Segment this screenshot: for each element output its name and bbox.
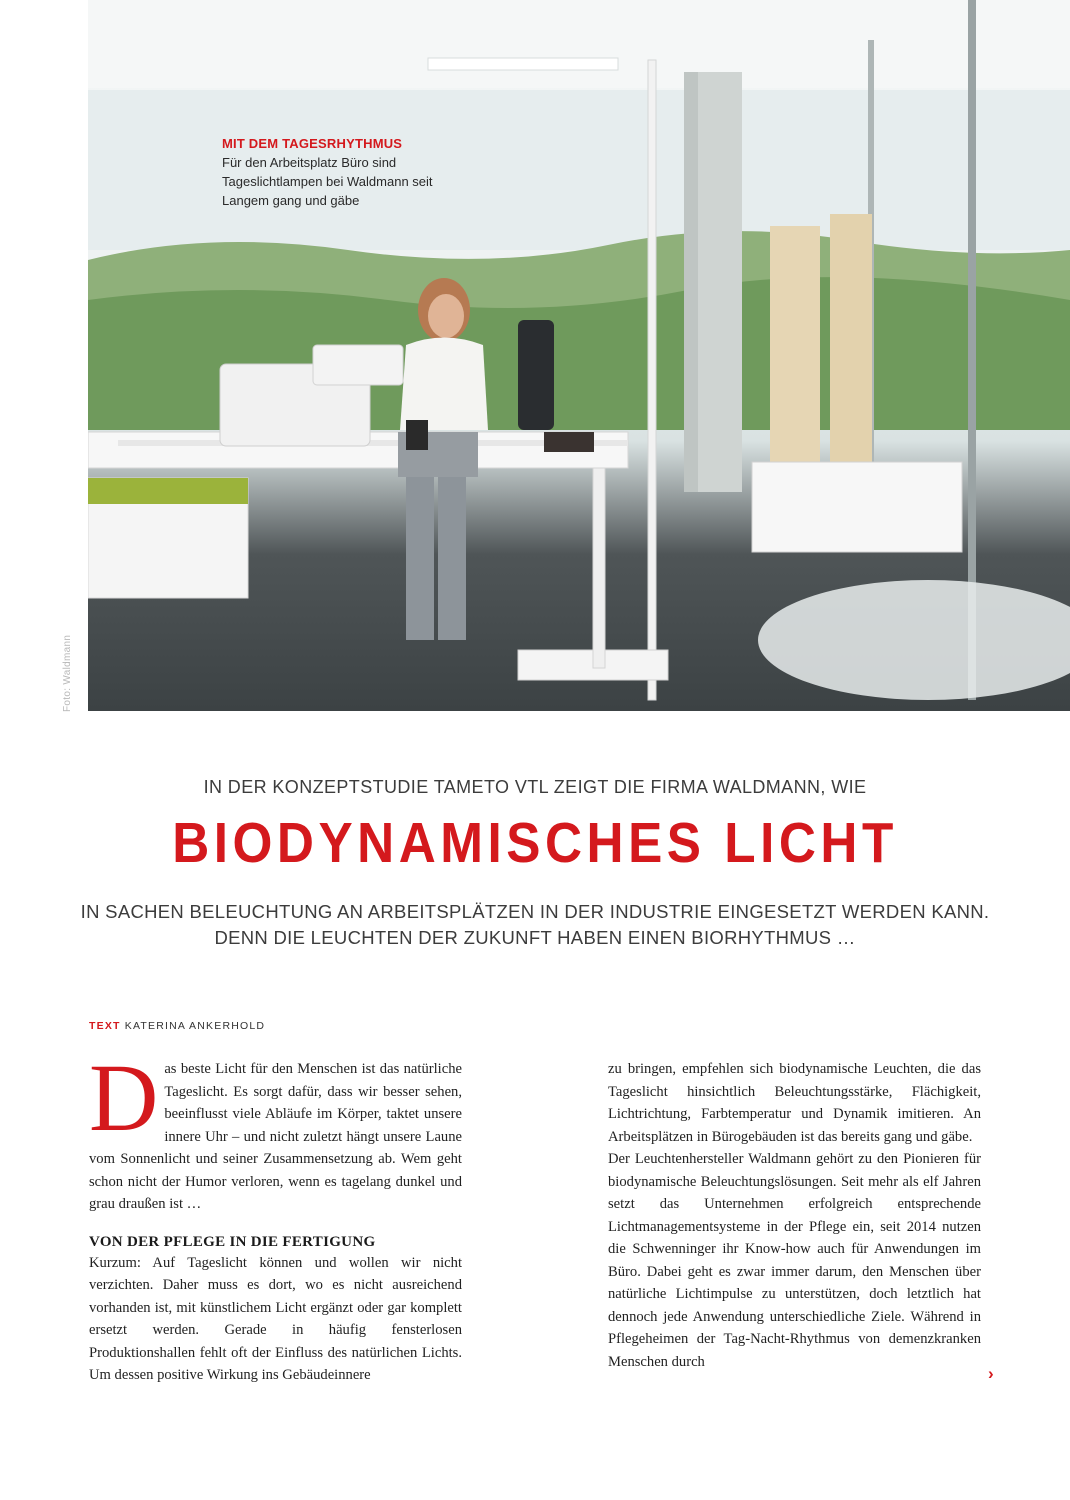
photo-credit: Foto: Waldmann bbox=[62, 634, 73, 712]
dropcap: D bbox=[89, 1044, 159, 1151]
caption-text: Für den Arbeitsplatz Büro sind Tageslichtlampen bei Waldmann seit Langem gang und gäbe bbox=[222, 155, 433, 208]
byline-label: TEXT bbox=[89, 1020, 121, 1032]
subline bbox=[0, 899, 1070, 951]
hero-photo bbox=[88, 0, 1070, 711]
right-paragraph-1: zu bringen, empfehlen sich biodynamische Leuchten, die das Tageslicht hinsichtlich Beleuchtungsstärke, Flächigkeit, Lichtrichtung, Farbtemperatur und Dynamik imitieren. An Arbeitsplätzen in Bürogebäuden ist das bereits gang und gäbe. bbox=[608, 1061, 981, 1145]
byline-author: KATERINA ANKERHOLD bbox=[124, 1020, 266, 1032]
subline-line-2: DENN DIE LEUCHTEN DER ZUKUNFT HABEN EINEN BIORHYTHMUS … bbox=[214, 927, 856, 948]
right-paragraph-2: Der Leuchtenhersteller Waldmann gehört zu den Pionieren für biodynamische Beleuchtungslösungen. Seit mehr als elf Jahren setzt das Unternehmen erfolgreich entsprechende Lichtmanagementsysteme in der Pflege ein, seit 2014 nutzen die Schwenninger ihr Know-how auch für Anwendungen im Büro. Dabei geht es zwar immer darum, den Menschen über natürliche Lichtimpulse zu unterstützen, doch letztlich hat dennoch jede Anwendung unterschiedliche Ziele. Während in Pflegeheimen der Tag-Nacht-Rhythmus von demenzkranken Menschen durch bbox=[608, 1151, 981, 1370]
photo-caption bbox=[222, 134, 452, 210]
intro-paragraph bbox=[89, 1044, 462, 1216]
office-illustration bbox=[88, 0, 1070, 711]
section-subhead: VON DER PFLEGE IN DIE FERTIGUNG bbox=[89, 1233, 376, 1250]
column-left bbox=[89, 1044, 462, 1387]
headline: BIODYNAMISCHES LICHT bbox=[172, 811, 898, 875]
caption-title: MIT DEM TAGESRHYTHMUS bbox=[222, 136, 403, 151]
continue-arrow-icon[interactable]: › bbox=[988, 1364, 994, 1383]
kicker: IN DER KONZEPTSTUDIE TAMETO VTL ZEIGT DIE FIRMA WALDMANN, WIE bbox=[203, 777, 867, 797]
left-paragraph: Kurzum: Auf Tageslicht können und wollen wir nicht verzichten. Daher muss es dort, wo es nicht ausreichend vorhanden ist, mit künstlichem Licht ergänzt oder gar komplett ersetzt werden. Gerade in häufig fensterlosen Produktionshallen fehlt oft der Einfluss des natürlichen Lichts. Um dessen positive Wirkung ins Gebäudeinnere bbox=[89, 1254, 462, 1383]
intro-text: as beste Licht für den Menschen ist das natürliche Tageslicht. Es sorgt dafür, dass wir besser sehen, beeinflusst viele Abläufe im Körper, taktet unsere innere Uhr – und nicht zuletzt hängt unsere Laune vom Sonnenlicht und seiner Zusammensetzung ab. Wem geht schon nicht der Humor verloren, wenn es tagelang dunkel und grau draußen ist … bbox=[89, 1061, 462, 1212]
byline bbox=[89, 1020, 265, 1032]
column-right bbox=[608, 1058, 981, 1373]
subline-line-1: IN SACHEN BELEUCHTUNG AN ARBEITSPLÄTZEN IN DER INDUSTRIE EINGESETZT WERDEN KANN. bbox=[80, 901, 990, 922]
